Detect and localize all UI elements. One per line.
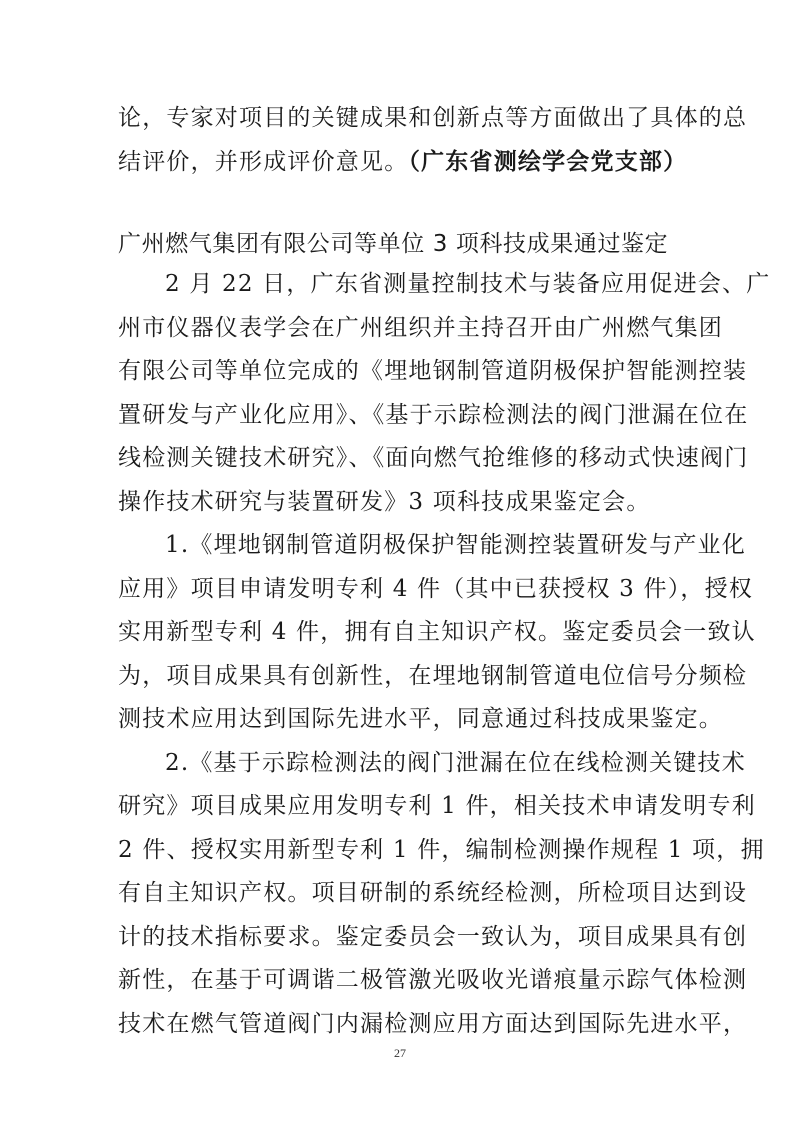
text-line: 2 件、授权实用新型专利 1 件，编制检测操作规程 1 项，拥 — [118, 836, 765, 863]
text-line — [118, 141, 688, 185]
text-line: 新性，在基于可调谐二极管激光吸收光谱痕量示踪气体检测 — [118, 967, 748, 993]
body-text — [118, 263, 771, 1046]
text-line: 置研发与产业化应用》、《基于示踪检测法的阀门泄漏在位在 — [118, 401, 749, 428]
text-line: 测技术应用达到国际先进水平，同意通过科技成果鉴定。 — [118, 706, 723, 732]
text-line: 操作技术研究与装置研发》3 项科技成果鉴定会。 — [118, 488, 651, 515]
section-heading: 广州燃气集团有限公司等单位 3 项科技成果通过鉴定 — [118, 231, 669, 257]
text-line: 实用新型专利 4 件，拥有自主知识产权。鉴定委员会一致认 — [118, 619, 756, 645]
text-line: 2 月 22 日，广东省测量控制技术与装备应用促进会、广 — [165, 271, 771, 297]
intro-text — [118, 97, 748, 184]
text-line: 1.《埋地钢制管道阴极保护智能测控装置研发与产业化 — [165, 532, 746, 558]
attribution: （广东省测绘学会党支部） — [408, 148, 688, 175]
text-line: 计的技术指标要求。鉴定委员会一致认为，项目成果具有创 — [118, 923, 748, 950]
text-line: 线检测关键技术研究》、《面向燃气抢维修的移动式快速阀门 — [118, 445, 749, 471]
text-line: 有限公司等单位完成的《埋地钢制管道阴极保护智能测控装 — [118, 358, 748, 384]
text-line: 应用》项目申请发明专利 4 件（其中已获授权 3 件），授权 — [118, 575, 754, 602]
text-line: 研究》项目成果应用发明专利 1 件，相关技术申请发明专利 — [118, 793, 756, 819]
text-line: 有自主知识产权。项目研制的系统经检测，所检项目达到设 — [118, 880, 748, 906]
text-line: 技术在燃气管道阀门内漏检测应用方面达到国际先进水平， — [118, 1010, 748, 1037]
text-line: 论，专家对项目的关键成果和创新点等方面做出了具体的总 — [118, 105, 748, 131]
text-line: 2.《基于示踪检测法的阀门泄漏在位在线检测关键技术 — [165, 749, 746, 776]
text-line: 为，项目成果具有创新性，在埋地钢制管道电位信号分频检 — [118, 662, 748, 689]
text-line: 州市仪器仪表学会在广州组织并主持召开由广州燃气集团 — [118, 314, 723, 341]
page-number: 27 — [394, 1046, 406, 1060]
text-segment: 结评价，并形成评价意见。 — [118, 148, 409, 175]
